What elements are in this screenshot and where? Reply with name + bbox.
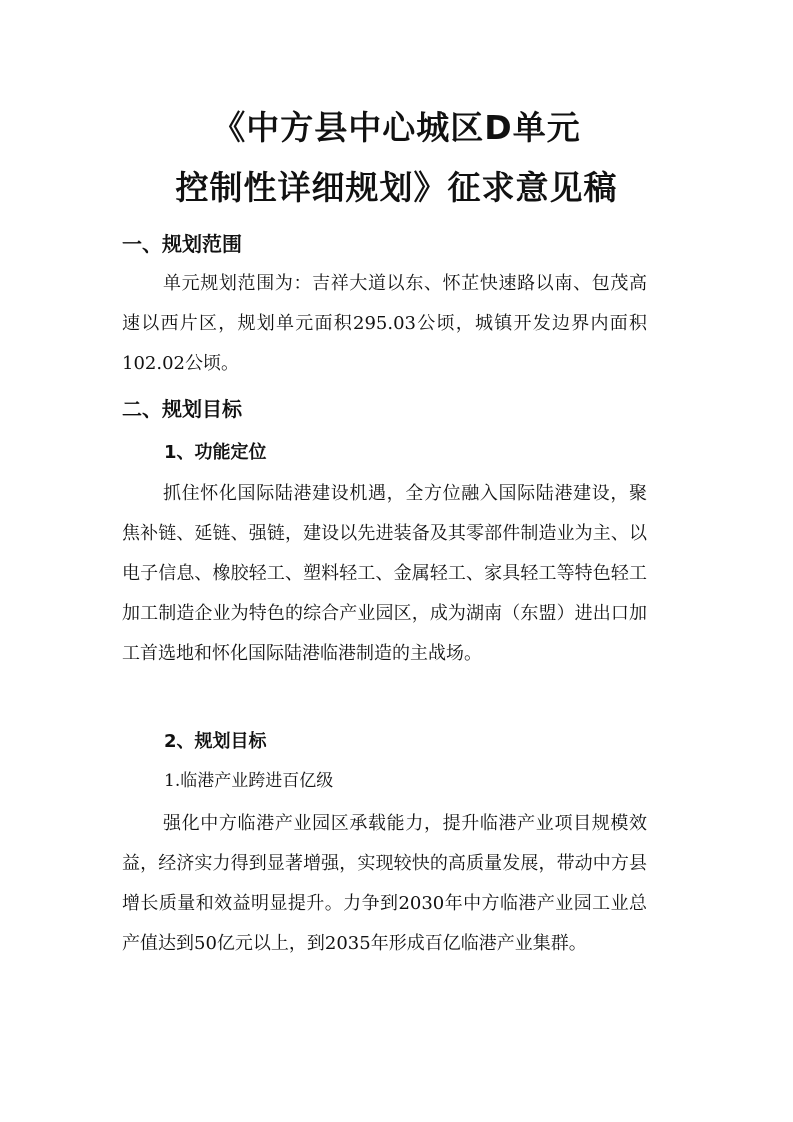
document-title-line-2: 控制性详细规划》征求意见稿 [175,168,618,207]
document-title-line-1: 《中方县中心城区D单元 [212,108,581,147]
section-heading-scope: 一、规划范围 [122,232,242,256]
scope-paragraph: 单元规划范围为：吉祥大道以东、怀芷快速路以南、包茂高速以西片区，规划单元面积295.03公顷，城镇开发边界内面积102.02公顷。 [122,273,647,374]
targets-paragraph: 强化中方临港产业园区承载能力，提升临港产业项目规模效益，经济实力得到显著增强，实现较快的高质量发展，带动中方县增长质量和效益明显提升。力争到2030年中方临港产业园工业总产值达到50亿元以上，到2035年形成百亿临港产业集群。 [122,813,647,954]
subsection-heading-positioning: 1、功能定位 [164,442,267,463]
subsection-heading-targets: 2、规划目标 [164,731,267,752]
section-heading-goals: 二、规划目标 [122,397,242,421]
positioning-paragraph: 抓住怀化国际陆港建设机遇，全方位融入国际陆港建设，聚焦补链、延链、强链，建设以先进装备及其零部件制造业为主、以电子信息、橡胶轻工、塑料轻工、金属轻工、家具轻工等特色轻工加工制造企业为特色的综合产业园区，成为湖南（东盟）进出口加工首选地和怀化国际陆港临港制造的主战场。 [122,483,647,664]
item-heading-port-industry: 1.临港产业跨进百亿级 [164,771,334,791]
